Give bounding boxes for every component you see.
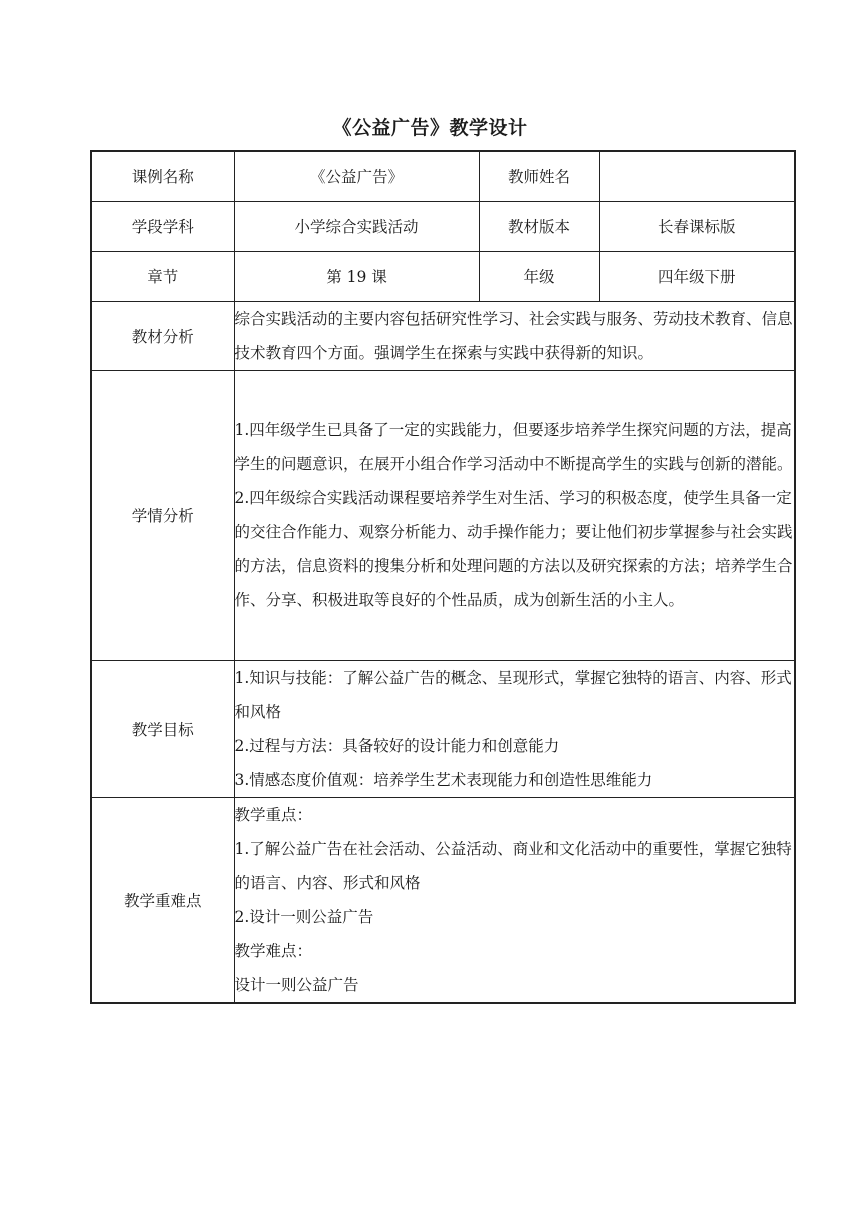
difficulty-title: 教学难点： — [234, 941, 313, 960]
difficulty-item: 设计一则公益广告 — [234, 975, 359, 994]
lesson-plan-table — [90, 150, 796, 1004]
goal-item: 2.过程与方法：具备较好的设计能力和创意能力 — [234, 736, 560, 755]
students-paragraph: 2.四年级综合实践活动课程要培养学生对生活、学习的积极态度，使学生具备一定的交往合作能力、观察分析能力、动手操作能力；要让他们初步掌握参与社会实践的方法，信息资料的搜集分析和处理问题的方法以及研究探索的方法；培养学生合作、分享、积极进取等良好的个性品质，成为创新生活的小主人。 — [234, 489, 793, 609]
table-row — [91, 251, 795, 301]
students-cell — [234, 370, 795, 660]
goals-cell — [234, 660, 795, 797]
material-cell — [234, 301, 795, 370]
document-title: 《公益广告》教学设计 — [332, 117, 528, 139]
textbook-label: 教材版本 — [479, 201, 599, 251]
stage-label: 学段学科 — [91, 201, 234, 251]
chapter-value: 第 19 课 — [234, 251, 479, 301]
grade-value: 四年级下册 — [599, 251, 795, 301]
keypoints-cell — [234, 797, 795, 1003]
students-label: 学情分析 — [91, 370, 234, 660]
grade-label: 年级 — [479, 251, 599, 301]
goals-label: 教学目标 — [91, 660, 234, 797]
chapter-label: 章节 — [91, 251, 234, 301]
teacher-value — [599, 151, 795, 201]
table-row — [91, 660, 795, 797]
table-row — [91, 301, 795, 370]
material-text: 综合实践活动的主要内容包括研究性学习、社会实践与服务、劳动技术教育、信息技术教育四个方面。强调学生在探索与实践中获得新的知识。 — [234, 309, 793, 362]
focus-title: 教学重点： — [234, 805, 313, 824]
table-row — [91, 151, 795, 201]
students-paragraph: 1.四年级学生已具备了一定的实践能力，但要逐步培养学生探究问题的方法，提高学生的问题意识，在展开小组合作学习活动中不断提高学生的实践与创新的潜能。 — [234, 421, 793, 473]
table-row — [91, 370, 795, 660]
table-row — [91, 797, 795, 1003]
keypoints-label: 教学重难点 — [91, 797, 234, 1003]
textbook-value: 长春课标版 — [599, 201, 795, 251]
goal-item: 3.情感态度价值观：培养学生艺术表现能力和创造性思维能力 — [234, 770, 653, 789]
stage-value: 小学综合实践活动 — [234, 201, 479, 251]
table-row — [91, 201, 795, 251]
focus-item: 1.了解公益广告在社会活动、公益活动、商业和文化活动中的重要性，掌握它独特的语言、内容、形式和风格 — [234, 839, 792, 892]
course-name-label: 课例名称 — [91, 151, 234, 201]
goal-item: 1.知识与技能：了解公益广告的概念、呈现形式，掌握它独特的语言、内容、形式和风格 — [234, 668, 792, 721]
teacher-label: 教师姓名 — [479, 151, 599, 201]
course-name-value: 《公益广告》 — [234, 151, 479, 201]
material-label: 教材分析 — [91, 301, 234, 370]
focus-item: 2.设计一则公益广告 — [234, 907, 374, 926]
